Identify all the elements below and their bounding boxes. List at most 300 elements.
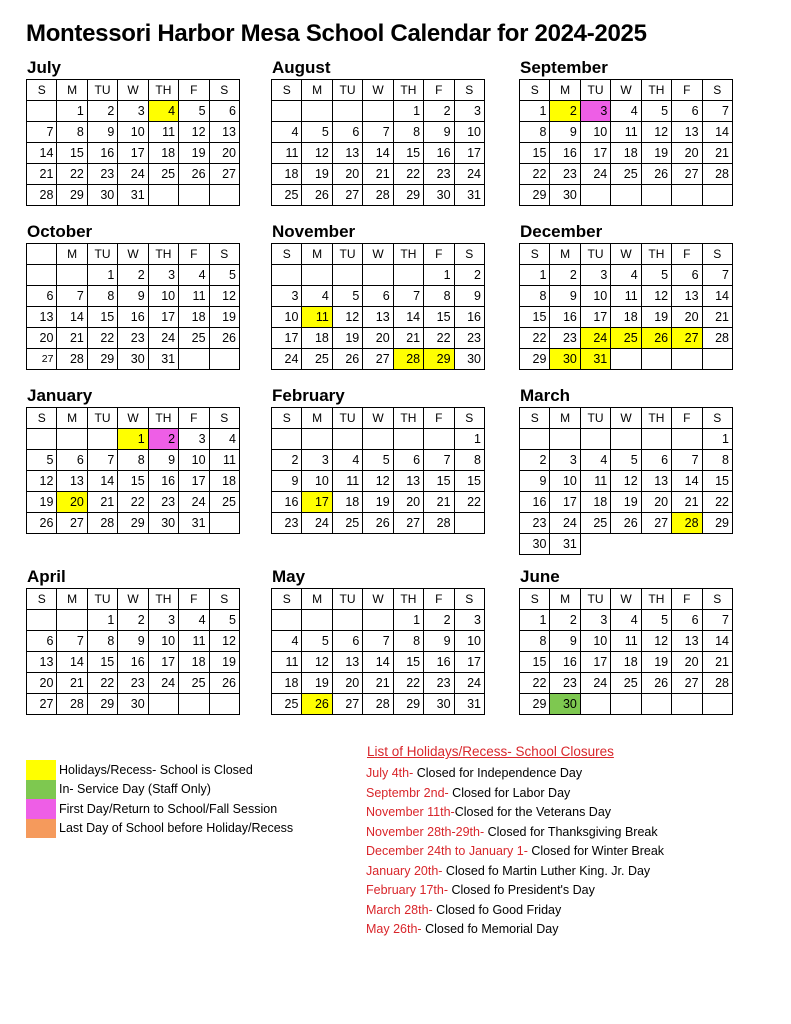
week-row — [520, 492, 733, 513]
weekday-header-row — [272, 80, 485, 101]
week-row — [272, 143, 485, 164]
day-cell: 27 — [393, 513, 423, 534]
weekday-header: M — [57, 589, 87, 610]
weekday-header: M — [57, 408, 87, 429]
day-cell: 4 — [272, 631, 302, 652]
weekday-header: F — [424, 589, 454, 610]
holiday-item — [366, 764, 664, 784]
month-january — [26, 385, 240, 534]
day-cell: 19 — [611, 492, 641, 513]
day-cell: 16 — [520, 492, 550, 513]
day-cell: 29 — [520, 349, 550, 370]
week-row — [272, 694, 485, 715]
day-cell: 18 — [272, 164, 302, 185]
week-row — [27, 286, 240, 307]
day-cell: 2 — [118, 265, 148, 286]
weekday-header: S — [272, 408, 302, 429]
day-cell — [27, 429, 57, 450]
day-cell: 19 — [332, 328, 362, 349]
day-cell: 4 — [611, 101, 641, 122]
day-cell: 12 — [641, 286, 671, 307]
day-cell: 24 — [580, 673, 610, 694]
day-cell: 7 — [57, 631, 87, 652]
week-row — [27, 143, 240, 164]
calendar-grid — [26, 79, 240, 206]
week-row — [27, 652, 240, 673]
day-cell: 8 — [87, 286, 117, 307]
day-cell: 27 — [332, 185, 362, 206]
day-cell: 6 — [672, 101, 702, 122]
month-name: August — [272, 58, 331, 77]
day-cell: 29 — [87, 694, 117, 715]
day-cell: 3 — [148, 610, 178, 631]
day-cell: 5 — [641, 101, 671, 122]
day-cell: 3 — [454, 610, 484, 631]
day-cell: 14 — [57, 652, 87, 673]
day-cell: 20 — [363, 328, 393, 349]
day-cell: 13 — [672, 631, 702, 652]
day-cell — [363, 265, 393, 286]
weekday-header: W — [363, 408, 393, 429]
day-cell: 12 — [641, 122, 671, 143]
day-cell: 8 — [87, 631, 117, 652]
legend-swatch-purple — [26, 799, 56, 819]
legend-swatch-orange — [26, 819, 56, 839]
day-cell: 17 — [118, 143, 148, 164]
day-cell: 20 — [209, 143, 239, 164]
day-cell: 19 — [641, 307, 671, 328]
day-cell: 16 — [550, 652, 580, 673]
day-cell: 6 — [209, 101, 239, 122]
day-cell: 9 — [148, 450, 178, 471]
day-cell — [641, 694, 671, 715]
weekday-header: W — [118, 589, 148, 610]
day-cell — [209, 513, 239, 534]
day-cell: 14 — [702, 631, 732, 652]
day-cell — [363, 610, 393, 631]
day-cell: 4 — [179, 265, 209, 286]
weekday-header: TU — [87, 408, 117, 429]
day-cell: 22 — [87, 673, 117, 694]
week-row — [520, 349, 733, 370]
day-cell: 31 — [454, 185, 484, 206]
holiday-date: February 17th- — [366, 883, 448, 897]
day-cell: 11 — [179, 631, 209, 652]
weekday-header: M — [302, 80, 332, 101]
weekday-header-row — [520, 244, 733, 265]
day-cell — [332, 429, 362, 450]
day-cell: 21 — [672, 492, 702, 513]
day-cell: 15 — [424, 471, 454, 492]
day-cell: 26 — [209, 673, 239, 694]
weekday-header-row — [27, 589, 240, 610]
week-row — [272, 492, 485, 513]
month-october — [26, 221, 240, 370]
day-cell: 13 — [57, 471, 87, 492]
week-row — [520, 673, 733, 694]
holiday-desc: Closed for the Veterans Day — [454, 805, 612, 819]
day-cell — [424, 429, 454, 450]
day-cell: 5 — [179, 101, 209, 122]
day-cell: 17 — [580, 307, 610, 328]
holiday-desc: Closed fo Martin Luther King. Jr. Day — [442, 863, 651, 878]
day-cell: 24 — [118, 164, 148, 185]
week-row — [520, 534, 733, 555]
day-cell: 15 — [87, 307, 117, 328]
day-cell: 9 — [272, 471, 302, 492]
day-cell: 28 — [363, 185, 393, 206]
day-cell: 12 — [332, 307, 362, 328]
week-row — [520, 307, 733, 328]
day-cell: 9 — [424, 631, 454, 652]
day-cell — [672, 185, 702, 206]
day-cell: 2 — [454, 265, 484, 286]
weekday-header: F — [672, 244, 702, 265]
week-row — [27, 122, 240, 143]
day-cell: 1 — [520, 265, 550, 286]
week-row — [27, 631, 240, 652]
day-cell: 25 — [272, 185, 302, 206]
day-cell: 23 — [118, 328, 148, 349]
day-cell — [580, 694, 610, 715]
day-cell: 13 — [332, 652, 362, 673]
weekday-header: F — [672, 408, 702, 429]
day-cell: 8 — [520, 122, 550, 143]
week-row — [272, 265, 485, 286]
day-cell: 10 — [454, 631, 484, 652]
day-cell: 5 — [641, 610, 671, 631]
day-cell: 12 — [209, 631, 239, 652]
week-row — [272, 429, 485, 450]
day-cell — [57, 610, 87, 631]
legend-label: Holidays/Recess- School is Closed — [59, 762, 253, 777]
day-cell: 19 — [209, 307, 239, 328]
day-cell: 29 — [702, 513, 732, 534]
weekday-header: W — [611, 80, 641, 101]
weekday-header: S — [520, 244, 550, 265]
day-cell: 8 — [454, 450, 484, 471]
day-cell — [550, 429, 580, 450]
day-cell: 11 — [611, 122, 641, 143]
week-row — [272, 328, 485, 349]
month-name: November — [272, 222, 356, 241]
day-cell: 4 — [148, 101, 178, 122]
day-cell: 24 — [454, 164, 484, 185]
day-cell: 28 — [27, 185, 57, 206]
day-cell: 4 — [302, 286, 332, 307]
day-cell: 16 — [87, 143, 117, 164]
day-cell — [641, 429, 671, 450]
day-cell: 21 — [363, 164, 393, 185]
day-cell: 13 — [332, 143, 362, 164]
day-cell: 6 — [332, 631, 362, 652]
day-cell: 27 — [363, 349, 393, 370]
day-cell — [672, 694, 702, 715]
week-row — [520, 513, 733, 534]
month-september — [519, 57, 733, 206]
day-cell: 10 — [580, 122, 610, 143]
day-cell: 8 — [393, 631, 423, 652]
weekday-header: TH — [148, 408, 178, 429]
day-cell: 11 — [272, 652, 302, 673]
day-cell: 11 — [272, 143, 302, 164]
day-cell: 10 — [148, 631, 178, 652]
week-row — [520, 694, 733, 715]
day-cell: 27 — [27, 349, 57, 370]
weekday-header-row — [520, 589, 733, 610]
day-cell: 7 — [672, 450, 702, 471]
day-cell: 10 — [580, 631, 610, 652]
day-cell — [520, 429, 550, 450]
day-cell — [272, 101, 302, 122]
weekday-header: W — [118, 408, 148, 429]
day-cell: 11 — [611, 631, 641, 652]
weekday-header: W — [118, 244, 148, 265]
day-cell: 24 — [580, 164, 610, 185]
page-title: Montessori Harbor Mesa School Calendar for 2024-2025 — [26, 20, 647, 47]
day-cell: 5 — [302, 122, 332, 143]
day-cell: 12 — [179, 122, 209, 143]
day-cell: 24 — [148, 673, 178, 694]
day-cell: 22 — [520, 328, 550, 349]
weekday-header: TU — [332, 589, 362, 610]
day-cell — [179, 694, 209, 715]
weekday-header: S — [454, 244, 484, 265]
weekday-header: W — [363, 244, 393, 265]
day-cell: 24 — [550, 513, 580, 534]
weekday-header: TU — [332, 408, 362, 429]
day-cell: 22 — [702, 492, 732, 513]
day-cell — [179, 349, 209, 370]
day-cell: 20 — [672, 307, 702, 328]
weekday-header: S — [520, 80, 550, 101]
day-cell — [302, 101, 332, 122]
day-cell: 9 — [118, 631, 148, 652]
day-cell: 14 — [87, 471, 117, 492]
day-cell — [27, 610, 57, 631]
day-cell: 1 — [520, 101, 550, 122]
weekday-header: F — [424, 408, 454, 429]
weekday-header: F — [672, 589, 702, 610]
weekday-header: TH — [148, 244, 178, 265]
weekday-header: S — [454, 80, 484, 101]
day-cell: 16 — [148, 471, 178, 492]
day-cell: 1 — [393, 610, 423, 631]
weekday-header: W — [363, 80, 393, 101]
day-cell: 1 — [118, 429, 148, 450]
month-name: May — [272, 567, 306, 586]
day-cell: 6 — [393, 450, 423, 471]
holiday-item — [366, 881, 664, 901]
day-cell: 15 — [118, 471, 148, 492]
weekday-header: S — [520, 408, 550, 429]
month-april — [26, 566, 240, 715]
day-cell: 29 — [424, 349, 454, 370]
day-cell: 18 — [332, 492, 362, 513]
day-cell: 20 — [332, 673, 362, 694]
month-november — [271, 221, 485, 370]
day-cell: 26 — [302, 694, 332, 715]
day-cell: 4 — [272, 122, 302, 143]
week-row — [520, 652, 733, 673]
weekday-header: M — [57, 80, 87, 101]
day-cell: 25 — [611, 164, 641, 185]
day-cell: 22 — [424, 328, 454, 349]
month-name: March — [520, 386, 571, 405]
weekday-header: M — [302, 408, 332, 429]
day-cell: 18 — [179, 307, 209, 328]
day-cell: 18 — [302, 328, 332, 349]
day-cell: 8 — [118, 450, 148, 471]
week-row — [272, 286, 485, 307]
day-cell: 24 — [454, 673, 484, 694]
day-cell: 28 — [363, 694, 393, 715]
day-cell — [393, 429, 423, 450]
week-row — [520, 185, 733, 206]
day-cell: 2 — [118, 610, 148, 631]
day-cell: 30 — [520, 534, 550, 555]
weekday-header-row — [27, 244, 240, 265]
day-cell: 19 — [27, 492, 57, 513]
day-cell: 23 — [520, 513, 550, 534]
day-cell: 9 — [424, 122, 454, 143]
holiday-desc: Closed for Thanksgiving Break — [484, 824, 658, 839]
day-cell: 24 — [179, 492, 209, 513]
day-cell: 3 — [302, 450, 332, 471]
holiday-desc: Closed fo President's Day — [447, 883, 595, 897]
day-cell: 5 — [363, 450, 393, 471]
day-cell: 16 — [272, 492, 302, 513]
legend-label: In- Service Day (Staff Only) — [59, 782, 211, 797]
week-row — [27, 328, 240, 349]
day-cell: 22 — [520, 164, 550, 185]
legend-item — [26, 780, 293, 800]
day-cell: 8 — [520, 631, 550, 652]
day-cell — [209, 185, 239, 206]
day-cell: 10 — [179, 450, 209, 471]
day-cell: 15 — [424, 307, 454, 328]
day-cell: 27 — [672, 328, 702, 349]
day-cell: 14 — [702, 286, 732, 307]
day-cell: 10 — [580, 286, 610, 307]
day-cell: 12 — [363, 471, 393, 492]
holiday-item — [366, 842, 664, 862]
day-cell: 12 — [209, 286, 239, 307]
weekday-header: W — [611, 244, 641, 265]
day-cell: 6 — [332, 122, 362, 143]
week-row — [520, 471, 733, 492]
weekday-header: S — [209, 244, 239, 265]
week-row — [27, 513, 240, 534]
day-cell: 20 — [672, 143, 702, 164]
day-cell: 28 — [87, 513, 117, 534]
legend-swatch-green — [26, 780, 56, 800]
weekday-header: W — [611, 589, 641, 610]
weekday-header: TH — [393, 408, 423, 429]
weekday-header: TU — [87, 589, 117, 610]
day-cell — [454, 513, 484, 534]
day-cell: 26 — [363, 513, 393, 534]
day-cell: 22 — [57, 164, 87, 185]
day-cell — [27, 101, 57, 122]
day-cell: 15 — [702, 471, 732, 492]
calendar-grid — [26, 407, 240, 534]
day-cell: 1 — [393, 101, 423, 122]
day-cell: 17 — [148, 652, 178, 673]
day-cell: 30 — [454, 349, 484, 370]
day-cell: 7 — [27, 122, 57, 143]
day-cell: 26 — [611, 513, 641, 534]
week-row — [27, 492, 240, 513]
day-cell: 9 — [454, 286, 484, 307]
day-cell — [332, 610, 362, 631]
day-cell: 15 — [520, 307, 550, 328]
calendar-grid — [519, 243, 733, 370]
day-cell: 23 — [550, 328, 580, 349]
day-cell: 26 — [27, 513, 57, 534]
day-cell: 12 — [302, 652, 332, 673]
day-cell — [702, 694, 732, 715]
day-cell — [393, 265, 423, 286]
day-cell: 11 — [148, 122, 178, 143]
weekday-header-row — [272, 408, 485, 429]
week-row — [27, 164, 240, 185]
day-cell: 16 — [424, 652, 454, 673]
day-cell: 6 — [57, 450, 87, 471]
week-row — [520, 328, 733, 349]
day-cell: 11 — [179, 286, 209, 307]
day-cell: 17 — [454, 143, 484, 164]
weekday-header — [27, 244, 57, 265]
day-cell — [672, 349, 702, 370]
day-cell: 16 — [454, 307, 484, 328]
month-name: April — [27, 567, 66, 586]
week-row — [272, 164, 485, 185]
week-row — [520, 143, 733, 164]
month-may — [271, 566, 485, 715]
day-cell: 16 — [424, 143, 454, 164]
week-row — [520, 122, 733, 143]
day-cell: 6 — [672, 610, 702, 631]
weekday-header: TU — [332, 244, 362, 265]
day-cell: 30 — [148, 513, 178, 534]
day-cell: 9 — [118, 286, 148, 307]
day-cell: 4 — [580, 450, 610, 471]
holiday-date: July 4th- — [366, 766, 414, 780]
day-cell: 16 — [550, 143, 580, 164]
calendar-grid — [519, 588, 733, 715]
weekday-header: S — [272, 80, 302, 101]
day-cell: 19 — [641, 652, 671, 673]
week-row — [272, 610, 485, 631]
day-cell: 13 — [363, 307, 393, 328]
month-name: October — [27, 222, 93, 241]
day-cell: 22 — [118, 492, 148, 513]
day-cell: 15 — [57, 143, 87, 164]
holiday-item — [366, 823, 664, 843]
day-cell: 23 — [148, 492, 178, 513]
holiday-list-title: List of Holidays/Recess- School Closures — [367, 744, 614, 759]
day-cell: 4 — [332, 450, 362, 471]
day-cell: 6 — [363, 286, 393, 307]
day-cell: 15 — [87, 652, 117, 673]
day-cell: 3 — [550, 450, 580, 471]
day-cell — [57, 429, 87, 450]
day-cell: 9 — [550, 122, 580, 143]
day-cell: 28 — [57, 694, 87, 715]
day-cell: 22 — [393, 164, 423, 185]
day-cell: 8 — [424, 286, 454, 307]
